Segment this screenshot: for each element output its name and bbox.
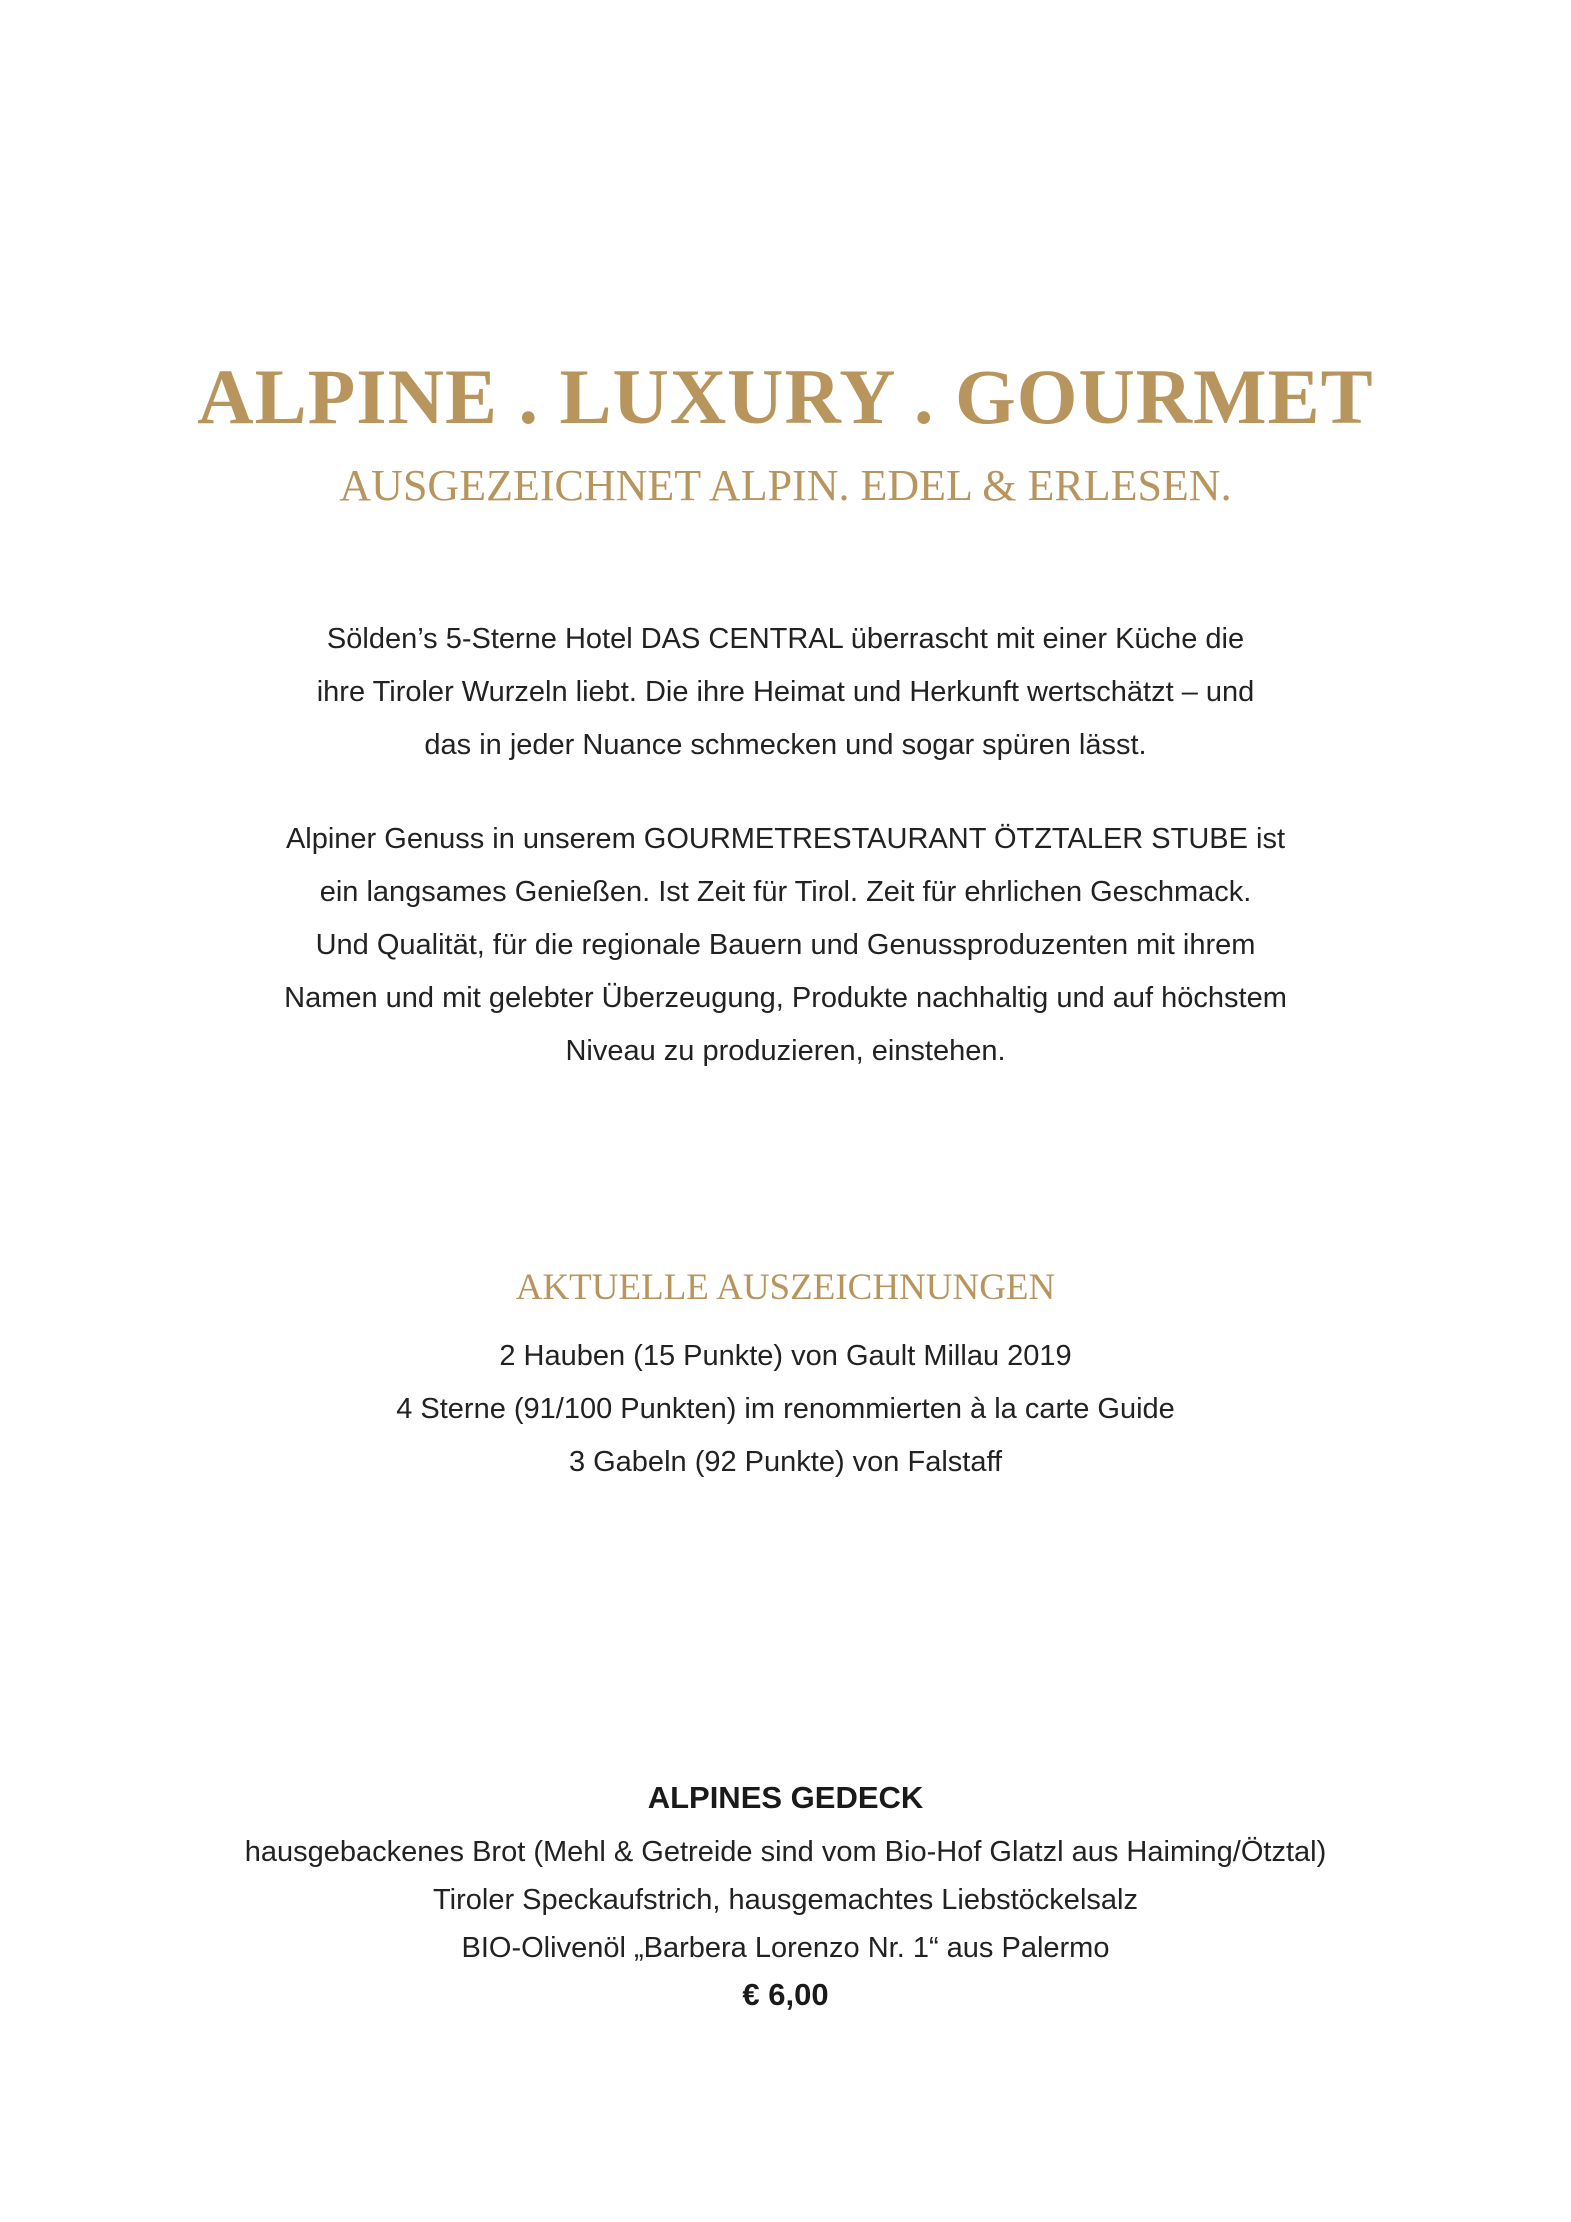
intro-paragraph-2 (0, 813, 1571, 1078)
awards-list (0, 1330, 1571, 1489)
intro-line: ihre Tiroler Wurzeln liebt. Die ihre Heimat und Herkunft wertschätzt – und (316, 676, 1255, 708)
awards-heading: AKTUELLE AUSZEICHNUNGEN (515, 1267, 1056, 1308)
gedeck-heading: ALPINES GEDECK (647, 1780, 924, 1815)
award-item: 2 Hauben (15 Punkte) von Gault Millau 2019 (499, 1340, 1072, 1372)
intro-paragraph-1 (0, 613, 1571, 772)
award-item: 3 Gabeln (92 Punkte) von Falstaff (568, 1446, 1003, 1478)
page-subtitle: AUSGEZEICHNET ALPIN. EDEL & ERLESEN. (339, 461, 1232, 510)
intro-line: Und Qualität, für die regionale Bauern und Genussproduzenten mit ihrem (315, 929, 1256, 961)
intro-line: Namen und mit gelebter Überzeugung, Produkte nachhaltig und auf höchstem (284, 982, 1287, 1014)
intro-line: Alpiner Genuss in unserem GOURMETRESTAURANT ÖTZTALER STUBE ist (285, 823, 1286, 855)
intro-line: das in jeder Nuance schmecken und sogar spüren lässt. (424, 729, 1147, 761)
page-title: ALPINE . LUXURY . GOURMET (197, 353, 1374, 440)
intro-line: Niveau zu produzieren, einstehen. (565, 1035, 1006, 1067)
gedeck-items (0, 1828, 1571, 1972)
gedeck-item: BIO-Olivenöl „Barbera Lorenzo Nr. 1“ aus Palermo (461, 1932, 1110, 1964)
gedeck-item: hausgebackenes Brot (Mehl & Getreide sind vom Bio-Hof Glatzl aus Haiming/Ötztal) (244, 1836, 1327, 1868)
gedeck-item: Tiroler Speckaufstrich, hausgemachtes Liebstöckelsalz (433, 1884, 1138, 1916)
intro-line: Sölden’s 5-Sterne Hotel DAS CENTRAL überrascht mit einer Küche die (326, 623, 1245, 655)
award-item: 4 Sterne (91/100 Punkten) im renommierten à la carte Guide (396, 1393, 1175, 1425)
intro-line: ein langsames Genießen. Ist Zeit für Tirol. Zeit für ehrlichen Geschmack. (319, 876, 1252, 908)
gedeck-price: € 6,00 (742, 1977, 829, 2012)
